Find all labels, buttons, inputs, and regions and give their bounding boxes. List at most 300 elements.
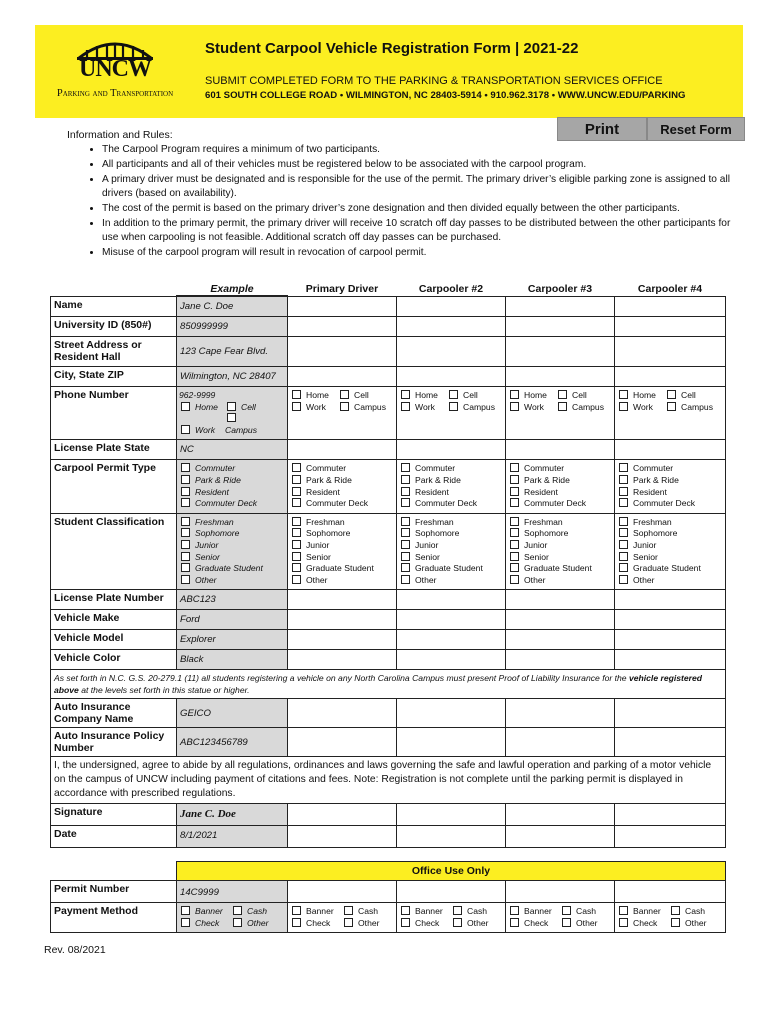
row-university-id	[51, 317, 726, 337]
checkbox-option[interactable]	[179, 402, 225, 414]
checkbox[interactable]	[233, 906, 242, 915]
label-permit-number: Permit Number	[51, 881, 177, 903]
city-field[interactable]	[397, 367, 506, 387]
checkbox-option[interactable]	[508, 390, 556, 402]
checkbox[interactable]	[510, 402, 519, 411]
example-make: Ford	[177, 610, 288, 630]
reset-form-button[interactable]: Reset Form	[647, 117, 745, 141]
checkbox[interactable]	[449, 402, 458, 411]
street-field[interactable]	[506, 337, 615, 367]
checkbox[interactable]	[292, 498, 301, 507]
ins-company-field[interactable]	[288, 699, 397, 728]
label-payment-method: Payment Method	[51, 903, 177, 933]
checkbox-option[interactable]	[508, 552, 612, 564]
checkbox[interactable]	[181, 475, 190, 484]
model-field[interactable]	[397, 630, 506, 650]
checkbox-option[interactable]	[338, 390, 386, 402]
checkbox-option[interactable]	[342, 906, 394, 918]
checkbox-option[interactable]	[617, 487, 723, 499]
ins-company-field[interactable]	[506, 699, 615, 728]
checkbox-option[interactable]	[399, 552, 503, 564]
checkbox-option[interactable]	[617, 498, 723, 510]
checkbox-label: Commuter	[524, 463, 565, 474]
checkbox-option[interactable]	[399, 487, 503, 499]
checkbox-option[interactable]	[617, 563, 723, 575]
phone-options	[288, 387, 397, 440]
checkbox[interactable]	[449, 390, 458, 399]
checkbox[interactable]	[619, 390, 628, 399]
checkbox-option[interactable]	[508, 402, 556, 414]
checkbox[interactable]	[292, 575, 301, 584]
university-id-field[interactable]	[506, 317, 615, 337]
checkbox-option[interactable]	[508, 563, 612, 575]
checkbox-label: Cash	[576, 906, 597, 916]
color-field[interactable]	[615, 650, 726, 670]
example-signature: Jane C. Doe	[177, 804, 288, 826]
checkbox[interactable]	[401, 528, 410, 537]
signature-field[interactable]	[615, 804, 726, 826]
checkbox-option[interactable]	[617, 906, 669, 918]
date-field[interactable]	[397, 826, 506, 848]
label-name: Name	[51, 296, 177, 317]
checkbox-label: Senior	[195, 551, 220, 562]
checkbox[interactable]	[619, 906, 628, 915]
plate-number-field[interactable]	[397, 590, 506, 610]
plate-state-field[interactable]	[288, 440, 397, 460]
checkbox-option[interactable]	[179, 487, 285, 499]
checkbox[interactable]	[401, 918, 410, 927]
checkbox-option[interactable]	[290, 528, 394, 540]
checkbox-option[interactable]	[179, 517, 285, 529]
make-field[interactable]	[506, 610, 615, 630]
checkbox[interactable]	[619, 563, 628, 572]
model-field[interactable]	[615, 630, 726, 650]
checkbox-option[interactable]	[669, 918, 721, 930]
checkbox-option[interactable]	[290, 563, 394, 575]
rule-item: • The cost of the permit is based on the primary driver’s zone designation and then divided equally between the other participants.	[102, 202, 742, 216]
street-field[interactable]	[397, 337, 506, 367]
checkbox-option[interactable]	[179, 498, 285, 510]
checkbox[interactable]	[292, 402, 301, 411]
checkbox-option[interactable]	[399, 390, 447, 402]
ins-policy-field[interactable]	[615, 728, 726, 757]
checkbox-option[interactable]	[508, 498, 612, 510]
checkbox[interactable]	[181, 540, 190, 549]
checkbox[interactable]	[619, 498, 628, 507]
checkbox[interactable]	[671, 906, 680, 915]
checkbox-option[interactable]	[508, 575, 612, 587]
checkbox-option[interactable]	[451, 918, 503, 930]
checkbox[interactable]	[401, 498, 410, 507]
checkbox[interactable]	[233, 918, 242, 927]
checkbox-option[interactable]	[399, 498, 503, 510]
checkbox-label: Cell	[681, 390, 696, 400]
checkbox[interactable]	[181, 463, 190, 472]
plate-number-field[interactable]	[615, 590, 726, 610]
permit-number-field[interactable]	[288, 881, 397, 903]
checkbox-option[interactable]	[560, 906, 612, 918]
col-example: Example	[177, 281, 288, 296]
example-phone-cell	[177, 387, 288, 440]
checkbox-option[interactable]	[399, 540, 503, 552]
make-field[interactable]	[615, 610, 726, 630]
signature-field[interactable]	[288, 804, 397, 826]
checkbox-label: Check	[415, 917, 440, 928]
checkbox[interactable]	[401, 563, 410, 572]
checkbox-label: Banner	[524, 906, 552, 916]
checkbox[interactable]	[181, 918, 190, 927]
color-field[interactable]	[506, 650, 615, 670]
checkbox-option[interactable]	[399, 528, 503, 540]
checkbox[interactable]	[401, 390, 410, 399]
checkbox-option[interactable]	[290, 402, 338, 414]
date-field[interactable]	[506, 826, 615, 848]
checkbox-option[interactable]	[617, 390, 665, 402]
checkbox-option[interactable]	[447, 390, 495, 402]
checkbox[interactable]	[619, 463, 628, 472]
permit-options	[397, 460, 506, 513]
checkbox-option[interactable]	[179, 463, 285, 475]
checkbox[interactable]	[562, 906, 571, 915]
checkbox[interactable]	[510, 498, 519, 507]
checkbox[interactable]	[181, 498, 190, 507]
ins-company-field[interactable]	[615, 699, 726, 728]
make-field[interactable]	[397, 610, 506, 630]
checkbox-option[interactable]	[508, 906, 560, 918]
row-classification	[51, 513, 726, 590]
checkbox[interactable]	[292, 517, 301, 526]
checkbox-option[interactable]	[290, 390, 338, 402]
form-title: Student Carpool Vehicle Registration Form | 2021-22	[205, 40, 579, 57]
checkbox[interactable]	[558, 402, 567, 411]
checkbox-option[interactable]	[617, 402, 665, 414]
checkbox[interactable]	[510, 475, 519, 484]
checkbox-label: Commuter Deck	[524, 498, 587, 509]
checkbox[interactable]	[401, 517, 410, 526]
street-field[interactable]	[615, 337, 726, 367]
checkbox-option[interactable]	[231, 918, 283, 930]
checkbox[interactable]	[401, 402, 410, 411]
checkbox-option[interactable]	[179, 575, 285, 587]
checkbox[interactable]	[558, 390, 567, 399]
example-model: Explorer	[177, 630, 288, 650]
checkbox[interactable]	[292, 390, 301, 399]
checkbox-label: Cell	[572, 390, 587, 400]
checkbox[interactable]	[510, 575, 519, 584]
university-id-field[interactable]	[397, 317, 506, 337]
model-field[interactable]	[506, 630, 615, 650]
checkbox[interactable]	[292, 487, 301, 496]
row-payment-method	[51, 903, 726, 933]
city-field[interactable]	[288, 367, 397, 387]
checkbox[interactable]	[619, 487, 628, 496]
checkbox-option[interactable]	[399, 463, 503, 475]
submit-instruction: SUBMIT COMPLETED FORM TO THE PARKING & TRANSPORTATION SERVICES OFFICE	[205, 75, 663, 87]
checkbox-option[interactable]	[179, 918, 231, 930]
checkbox-option[interactable]	[617, 552, 723, 564]
checkbox-option[interactable]	[399, 906, 451, 918]
checkbox-option[interactable]	[665, 390, 713, 402]
checkbox-label: Check	[306, 917, 331, 928]
checkbox-option[interactable]	[617, 475, 723, 487]
checkbox[interactable]	[340, 390, 349, 399]
checkbox-option[interactable]	[342, 918, 394, 930]
permit-number-field[interactable]	[506, 881, 615, 903]
checkbox-option[interactable]	[399, 475, 503, 487]
checkbox-label: Work	[415, 401, 435, 412]
checkbox-label: Other	[195, 574, 217, 585]
checkbox-option[interactable]	[179, 552, 285, 564]
checkbox[interactable]	[292, 475, 301, 484]
checkbox[interactable]	[453, 906, 462, 915]
ins-policy-field[interactable]	[288, 728, 397, 757]
checkbox-option[interactable]	[179, 475, 285, 487]
class-options	[506, 513, 615, 590]
checkbox-option[interactable]	[225, 402, 271, 414]
checkbox-option[interactable]	[399, 918, 451, 930]
checkbox-option[interactable]	[508, 463, 612, 475]
checkbox[interactable]	[510, 563, 519, 572]
label-university-id: University ID (850#)	[51, 317, 177, 337]
checkbox[interactable]	[181, 563, 190, 572]
checkbox-option[interactable]	[617, 517, 723, 529]
checkbox-option[interactable]	[179, 563, 285, 575]
checkbox[interactable]	[667, 402, 676, 411]
checkbox-option[interactable]	[508, 487, 612, 499]
checkbox-label: Junior	[306, 539, 330, 550]
checkbox[interactable]	[619, 540, 628, 549]
checkbox[interactable]	[181, 552, 190, 561]
checkbox[interactable]	[401, 906, 410, 915]
checkbox-option[interactable]	[290, 918, 342, 930]
signature-field[interactable]	[506, 804, 615, 826]
checkbox-option[interactable]	[617, 575, 723, 587]
checkbox[interactable]	[292, 906, 301, 915]
signature-field[interactable]	[397, 804, 506, 826]
checkbox-option[interactable]	[290, 906, 342, 918]
checkbox[interactable]	[340, 402, 349, 411]
checkbox[interactable]	[619, 575, 628, 584]
checkbox[interactable]	[344, 906, 353, 915]
checkbox[interactable]	[510, 918, 519, 927]
checkbox-option[interactable]	[399, 575, 503, 587]
col-carpooler-3: Carpooler #3	[506, 281, 615, 296]
rule-item: • A primary driver must be designated and is responsible for the use of the permit. The primary driver’s eligible parking zone is assigned to all drivers (based on availability).	[102, 173, 742, 201]
checkbox-option[interactable]	[179, 906, 231, 918]
city-field[interactable]	[506, 367, 615, 387]
checkbox[interactable]	[227, 413, 236, 422]
checkbox-label: Sophomore	[524, 528, 569, 539]
checkbox-option[interactable]	[399, 402, 447, 414]
checkbox[interactable]	[181, 517, 190, 526]
checkbox-option[interactable]	[617, 528, 723, 540]
checkbox-option[interactable]	[508, 528, 612, 540]
office-use-heading: Office Use Only	[177, 862, 726, 881]
uncw-logo	[40, 38, 190, 108]
checkbox-option[interactable]	[451, 906, 503, 918]
checkbox-label: Campus	[225, 424, 257, 435]
registration-table	[50, 281, 726, 848]
checkbox-label: Home	[415, 390, 438, 400]
class-options	[397, 513, 506, 590]
checkbox-option[interactable]	[508, 540, 612, 552]
checkbox-label: Home	[633, 390, 656, 400]
checkbox-option[interactable]	[617, 463, 723, 475]
checkbox[interactable]	[510, 552, 519, 561]
checkbox[interactable]	[227, 402, 236, 411]
checkbox[interactable]	[401, 463, 410, 472]
plate-state-field[interactable]	[615, 440, 726, 460]
checkbox-label: Cash	[467, 906, 488, 916]
make-field[interactable]	[288, 610, 397, 630]
phone-options	[615, 387, 726, 440]
checkbox-label: Graduate Student	[524, 563, 592, 574]
checkbox-option[interactable]	[179, 540, 285, 552]
checkbox-option[interactable]	[556, 390, 604, 402]
label-classification: Student Classification	[51, 513, 177, 590]
checkbox[interactable]	[510, 390, 519, 399]
checkbox-option[interactable]	[669, 906, 721, 918]
checkbox[interactable]	[181, 425, 190, 434]
checkbox[interactable]	[344, 918, 353, 927]
checkbox[interactable]	[401, 575, 410, 584]
name-field[interactable]	[397, 296, 506, 317]
checkbox-option[interactable]	[225, 413, 271, 436]
checkbox-option[interactable]	[508, 918, 560, 930]
name-field[interactable]	[615, 296, 726, 317]
col-carpooler-4: Carpooler #4	[615, 281, 726, 296]
checkbox[interactable]	[671, 918, 680, 927]
checkbox[interactable]	[401, 540, 410, 549]
checkbox[interactable]	[510, 540, 519, 549]
label-signature: Signature	[51, 804, 177, 826]
checkbox[interactable]	[510, 517, 519, 526]
checkbox[interactable]	[181, 906, 190, 915]
permit-number-field[interactable]	[397, 881, 506, 903]
checkbox[interactable]	[667, 390, 676, 399]
ins-policy-field[interactable]	[397, 728, 506, 757]
checkbox-option[interactable]	[290, 575, 394, 587]
university-id-field[interactable]	[288, 317, 397, 337]
checkbox-option[interactable]	[399, 563, 503, 575]
university-id-field[interactable]	[615, 317, 726, 337]
color-field[interactable]	[397, 650, 506, 670]
permit-number-field[interactable]	[615, 881, 726, 903]
checkbox[interactable]	[401, 475, 410, 484]
checkbox[interactable]	[619, 528, 628, 537]
row-model	[51, 630, 726, 650]
checkbox[interactable]	[292, 528, 301, 537]
checkbox[interactable]	[181, 402, 190, 411]
checkbox-option[interactable]	[665, 402, 713, 414]
checkbox[interactable]	[401, 487, 410, 496]
checkbox-label: Graduate Student	[415, 563, 483, 574]
checkbox-option[interactable]	[290, 517, 394, 529]
checkbox-option[interactable]	[447, 402, 495, 414]
checkbox[interactable]	[619, 402, 628, 411]
checkbox-option[interactable]	[179, 528, 285, 540]
checkbox[interactable]	[292, 540, 301, 549]
class-options	[288, 513, 397, 590]
name-field[interactable]	[288, 296, 397, 317]
checkbox-option[interactable]	[338, 402, 386, 414]
checkbox-label: Home	[524, 390, 547, 400]
checkbox-label: Resident	[524, 486, 558, 497]
checkbox-option[interactable]	[290, 475, 394, 487]
checkbox[interactable]	[292, 552, 301, 561]
color-field[interactable]	[288, 650, 397, 670]
checkbox[interactable]	[453, 918, 462, 927]
checkbox[interactable]	[292, 918, 301, 927]
row-name	[51, 296, 726, 317]
checkbox[interactable]	[619, 475, 628, 484]
checkbox-option[interactable]	[508, 517, 612, 529]
street-field[interactable]	[288, 337, 397, 367]
checkbox[interactable]	[510, 906, 519, 915]
plate-state-field[interactable]	[506, 440, 615, 460]
checkbox-option[interactable]	[399, 517, 503, 529]
checkbox-label: Campus	[681, 401, 713, 412]
checkbox-label: Commuter	[633, 463, 674, 474]
phone-options	[397, 387, 506, 440]
checkbox-option[interactable]	[290, 487, 394, 499]
checkbox-option[interactable]	[290, 540, 394, 552]
checkbox-label: Commuter Deck	[633, 498, 696, 509]
date-field[interactable]	[288, 826, 397, 848]
checkbox[interactable]	[292, 563, 301, 572]
city-field[interactable]	[615, 367, 726, 387]
checkbox[interactable]	[292, 463, 301, 472]
checkbox[interactable]	[562, 918, 571, 927]
checkbox-option[interactable]	[508, 475, 612, 487]
checkbox[interactable]	[619, 918, 628, 927]
plate-number-field[interactable]	[288, 590, 397, 610]
checkbox-option[interactable]	[290, 463, 394, 475]
checkbox-option[interactable]	[617, 918, 669, 930]
row-permit-type	[51, 460, 726, 513]
checkbox[interactable]	[510, 487, 519, 496]
date-field[interactable]	[615, 826, 726, 848]
checkbox[interactable]	[510, 528, 519, 537]
model-field[interactable]	[288, 630, 397, 650]
name-field[interactable]	[506, 296, 615, 317]
checkbox-option[interactable]	[290, 552, 394, 564]
checkbox[interactable]	[619, 552, 628, 561]
checkbox-option[interactable]	[560, 918, 612, 930]
label-plate-number: License Plate Number	[51, 590, 177, 610]
checkbox-option[interactable]	[231, 906, 283, 918]
label-ins-policy: Auto Insurance Policy	[54, 730, 165, 743]
checkbox[interactable]	[619, 517, 628, 526]
plate-state-field[interactable]	[397, 440, 506, 460]
checkbox-label: Park & Ride	[524, 474, 570, 485]
ins-policy-field[interactable]	[506, 728, 615, 757]
print-button[interactable]: Print	[557, 117, 647, 141]
checkbox[interactable]	[181, 575, 190, 584]
checkbox-option[interactable]	[179, 425, 225, 437]
checkbox-option[interactable]	[617, 540, 723, 552]
row-street	[51, 337, 726, 367]
checkbox[interactable]	[181, 487, 190, 496]
checkbox-option[interactable]	[556, 402, 604, 414]
ins-company-field[interactable]	[397, 699, 506, 728]
checkbox[interactable]	[510, 463, 519, 472]
checkbox-option[interactable]	[290, 498, 394, 510]
checkbox[interactable]	[181, 528, 190, 537]
row-agreement	[51, 757, 726, 804]
plate-number-field[interactable]	[506, 590, 615, 610]
checkbox[interactable]	[401, 552, 410, 561]
